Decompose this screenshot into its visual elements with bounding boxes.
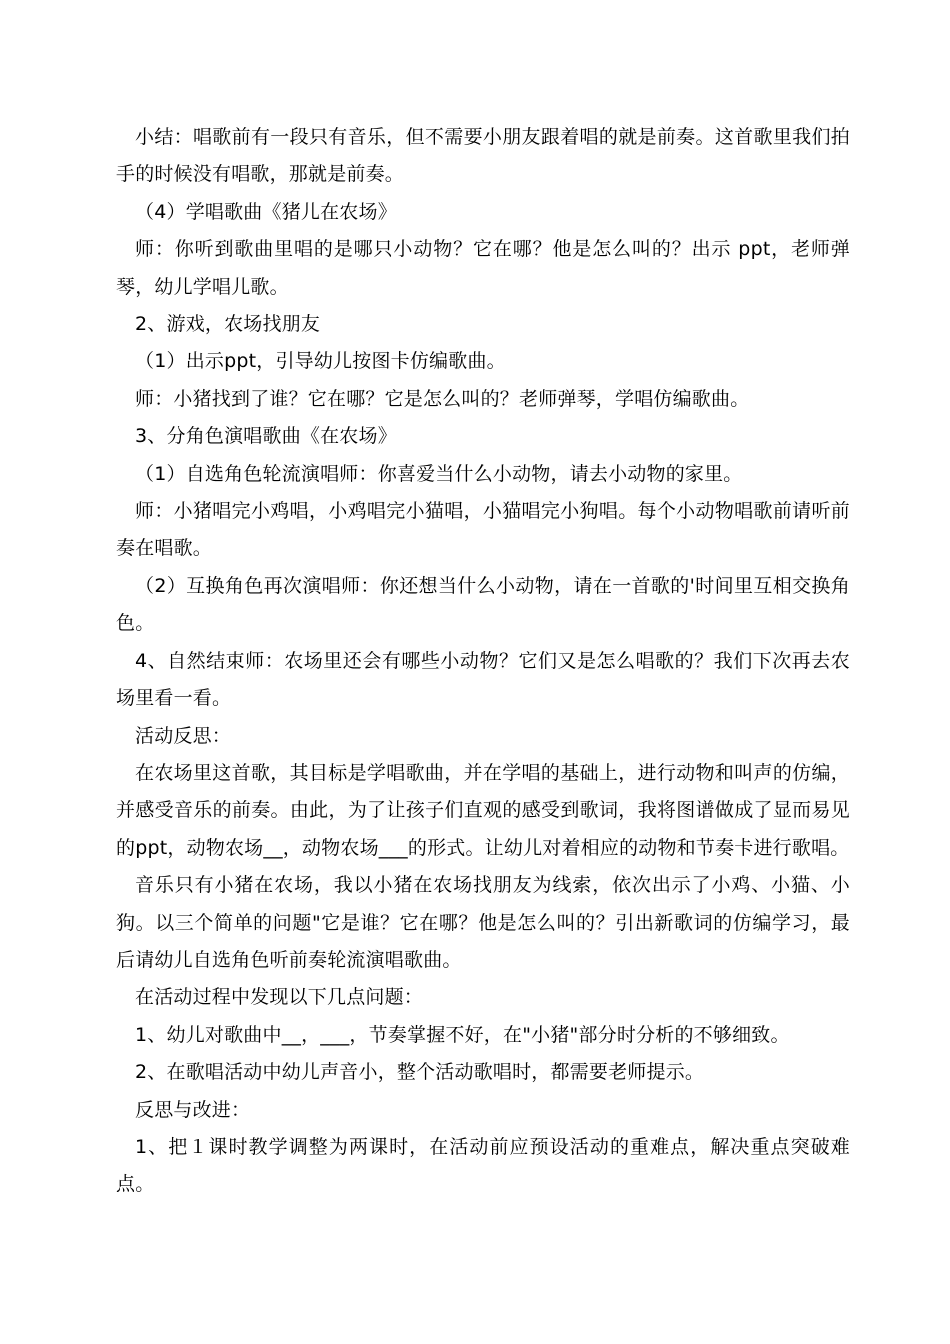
paragraph-improvement-1: 1、把１课时教学调整为两课时，在活动前应预设活动的重难点，解决重点突破难点。 (116, 1135, 850, 1196)
document-body (116, 119, 850, 1204)
paragraph-improvement-heading: 反思与改进： (135, 1098, 251, 1121)
paragraph-section-2-heading: 2、游戏，农场找朋友 (135, 313, 321, 336)
paragraph-section-4-ending: 4、自然结束师：农场里还会有哪些小动物？它们又是怎么唱歌的？我们下次再去农场里看一看。 (116, 649, 850, 710)
paragraph-reflection-heading: 活动反思： (135, 724, 232, 747)
paragraph-teacher-question-1: 师：你听到歌曲里唱的是哪只小动物？它在哪？他是怎么叫的？出示 ppt，老师弹琴，幼儿学唱儿歌。 (116, 238, 850, 298)
paragraph-summary-prelude: 小结：唱歌前有一段只有音乐，但不需要小朋友跟着唱的就是前奏。这首歌里我们拍手的时候没有唱歌，那就是前奏。 (116, 126, 850, 186)
paragraph-problems-heading: 在活动过程中发现以下几点问题： (135, 986, 424, 1009)
paragraph-swap-roles: （2）互换角色再次演唱师：你还想当什么小动物，请在一首歌的'时间里互相交换角色。 (116, 574, 850, 635)
paragraph-choose-role: （1）自选角色轮流演唱师：你喜爱当什么小动物，请去小动物的家里。 (135, 462, 743, 485)
paragraph-problem-2: 2、在歌唱活动中幼儿声音小，整个活动歌唱时，都需要老师提示。 (135, 1061, 705, 1084)
paragraph-teacher-question-2: 师：小猪找到了谁？它在哪？它是怎么叫的？老师弹琴，学唱仿编歌曲。 (135, 387, 750, 410)
paragraph-step-4-heading: （4）学唱歌曲《猪儿在农场》 (135, 200, 397, 223)
paragraph-teacher-sing-order: 师：小猪唱完小鸡唱，小鸡唱完小猫唱，小猫唱完小狗唱。每个小动物唱歌前请听前奏在唱歌。 (116, 500, 850, 560)
paragraph-reflection-goal: 在农场里这首歌，其目标是学唱歌曲，并在学唱的基础上，进行动物和叫声的仿编，并感受音乐的前奏。由此，为了让孩子们直观的感受到歌词，我将图谱做成了显而易见的ppt，动物农场__，动物农场___的形式。让幼儿对着相应的动物和节奏卡进行歌唱。 (116, 761, 850, 859)
paragraph-reflection-method: 音乐只有小猪在农场，我以小猪在农场找朋友为线索，依次出示了小鸡、小猫、小狗。以三个简单的问题"它是谁？它在哪？他是怎么叫的？引出新歌词的仿编学习，最后请幼儿自选角色听前奏轮流演唱歌曲。 (116, 874, 850, 971)
paragraph-show-ppt: （1）出示ppt，引导幼儿按图卡仿编歌曲。 (135, 350, 506, 373)
paragraph-section-3-heading: 3、分角色演唱歌曲《在农场》 (135, 425, 397, 448)
paragraph-problem-1: 1、幼儿对歌曲中__，___，节奏掌握不好，在"小猪"部分时分析的不够细致。 (135, 1023, 790, 1046)
